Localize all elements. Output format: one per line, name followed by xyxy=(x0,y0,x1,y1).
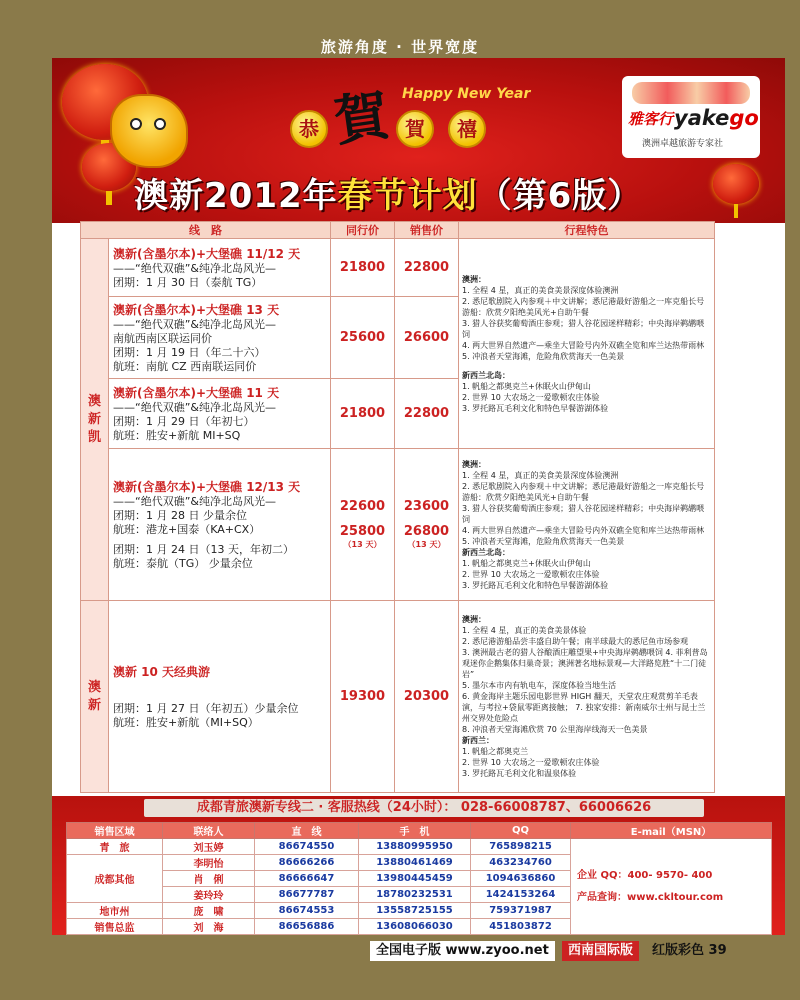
peer-price: 21800 xyxy=(331,379,395,449)
sale-price-cell xyxy=(395,449,459,601)
contact-area: 地市州 xyxy=(67,903,163,919)
feature-line: 6. 黄金海岸主题乐园电影世界 HIGH 翻天，天堂农庄观赏剪羊毛表演，与考拉+袋鼠零距离接触； 7. 独家安排：新南威尔士州与昆士兰州交界处危险点 xyxy=(462,692,706,723)
footer-site[interactable]: 全国电子版 www.zyoo.net xyxy=(370,941,555,961)
contact-info-cell xyxy=(571,839,772,935)
feature-cell xyxy=(459,601,715,793)
header-sale-price: 销售价 xyxy=(395,222,459,239)
sale-price-13day: 26800 xyxy=(403,524,450,539)
new-year-banner xyxy=(52,58,785,223)
route-title: 澳新 10 天经典游 xyxy=(113,664,211,679)
contact-name: 刘玉婷 xyxy=(163,839,255,855)
contact-mobile: 13608066030 xyxy=(359,919,471,935)
feature-line: 1. 全程 4 星，真正的美食美景体验 xyxy=(462,626,587,635)
contacts-header: E-mail（MSN） xyxy=(571,823,772,839)
feature-line: 1. 全程 4 星，真正的美食美景深度体验澳洲 xyxy=(462,470,619,480)
route-line: 团期：1 月 24 日（13 天，年初二） xyxy=(113,542,294,556)
feature-line: 1. 帆船之都奥克兰 xyxy=(462,747,529,756)
contact-phone: 86656886 xyxy=(255,919,359,935)
feature-line: 2. 世界 10 大农场之一爱歌顿农庄体验 xyxy=(462,758,600,767)
feature-line: 澳洲： xyxy=(462,459,486,469)
feature-cell xyxy=(459,239,715,449)
contact-area: 销售总监 xyxy=(67,919,163,935)
route-line: 航班：南航 CZ 西南联运同价 xyxy=(113,359,257,373)
header-features: 行程特色 xyxy=(459,222,715,239)
contact-mobile: 13558725155 xyxy=(359,903,471,919)
contact-mobile: 13980445459 xyxy=(359,871,471,887)
contact-phone: 86674550 xyxy=(255,839,359,855)
page-title xyxy=(134,168,642,217)
contact-mobile: 18780232531 xyxy=(359,887,471,903)
logo-en xyxy=(674,106,759,130)
footer-page: 红版彩色 39 xyxy=(652,943,727,958)
contact-name: 李明怡 xyxy=(163,855,255,871)
feature-line: 新西兰： xyxy=(462,736,494,745)
table-row xyxy=(81,449,715,601)
route-line: ——“绝代双礁”&纯净北岛风光— xyxy=(113,494,276,508)
route-line: 团期：1 月 28 日 少量余位 xyxy=(113,508,247,522)
route-line: 航班：胜安+新航（MI+SQ） xyxy=(113,715,259,729)
feature-line: 1. 帆船之都奥克兰+休眠火山伊甸山 xyxy=(462,558,591,568)
contact-qq: 759371987 xyxy=(471,903,571,919)
peer-price: 25600 xyxy=(331,297,395,379)
contact-phone: 86666266 xyxy=(255,855,359,871)
feature-line: 5. 冲浪者天堂海滩，危险角欣赏海天一色美景 xyxy=(462,536,625,546)
route-cell xyxy=(109,379,331,449)
contacts-header: QQ xyxy=(471,823,571,839)
feature-line: 2. 世界 10 大农场之一爱歌顿农庄体验 xyxy=(462,392,600,402)
page-footer xyxy=(340,941,785,961)
contacts-header: 联络人 xyxy=(163,823,255,839)
route-title: 澳新(含墨尔本)+大堡礁 13 天 xyxy=(113,302,280,317)
feature-line: 5. 冲浪者天堂海滩，危险角欣赏海天一色美景 xyxy=(462,351,625,361)
feature-line: 4. 两大世界自然遗产—乘坐大冒险号内外双礁全览和库兰达热带雨林 xyxy=(462,525,705,535)
sale-price: 23600 xyxy=(403,499,450,514)
region-cell: 澳新 xyxy=(81,601,109,793)
contact-qq: 1094636860 xyxy=(471,871,571,887)
route-line: 航班：泰航（TG） 少量余位 xyxy=(113,556,253,570)
gong-char: 賀 xyxy=(396,110,434,148)
contact-mobile: 13880995950 xyxy=(359,839,471,855)
feature-line: 2. 世界 10 大农场之一爱歌顿农庄体验 xyxy=(462,569,600,579)
greeting-english: Happy New Year xyxy=(402,86,531,102)
contact-name: 肖 俐 xyxy=(163,871,255,887)
sale-price: 22800 xyxy=(395,379,459,449)
table-row xyxy=(81,239,715,297)
region-cell: 澳新凯 xyxy=(81,239,109,601)
contact-qq: 765898215 xyxy=(471,839,571,855)
table-header-row xyxy=(81,222,715,239)
route-cell xyxy=(109,297,331,379)
route-line: 航班：港龙+国泰（KA+CX） xyxy=(113,522,261,536)
contact-phone: 86677787 xyxy=(255,887,359,903)
route-title: 澳新(含墨尔本)+大堡礁 11/12 天 xyxy=(113,246,301,261)
logo-cn: 雅客行 xyxy=(628,110,674,128)
feature-line: 新西兰北岛： xyxy=(462,370,510,380)
title-prefix: 澳新2012年 xyxy=(134,176,338,216)
route-line: ——“绝代双礁”&纯净北岛风光— xyxy=(113,261,276,275)
contact-phone: 86674553 xyxy=(255,903,359,919)
hotline-bar: 成都青旅澳新专线二 · 客服热线（24小时）： 028-66008787、66006626 xyxy=(144,799,704,817)
feature-cell xyxy=(459,449,715,601)
feature-line: 3. 罗托路瓦毛利文化和特色早餐游湖体验 xyxy=(462,403,609,413)
feature-line: 新西兰北岛： xyxy=(462,547,510,557)
feature-line: 3. 猎人谷获奖葡萄酒庄参观；猎人谷花园迷样精彩；中央海岸鹈鹕喂饲 xyxy=(462,318,705,339)
contacts-table xyxy=(66,822,772,935)
contact-name: 刘 海 xyxy=(163,919,255,935)
itinerary-table xyxy=(80,221,715,793)
footer-edition-tag: 西南国际版 xyxy=(562,941,639,961)
sale-price: 26600 xyxy=(395,297,459,379)
route-line: 团期：1 月 27 日（年初五）少量余位 xyxy=(113,701,299,715)
route-cell xyxy=(109,601,331,793)
gong-char: 禧 xyxy=(448,110,486,148)
feature-line: 3. 罗托路瓦毛利文化和特色早餐游湖体验 xyxy=(462,580,609,590)
contacts-header: 手 机 xyxy=(359,823,471,839)
contacts-header: 直 线 xyxy=(255,823,359,839)
feature-line: 2. 悉尼歌剧院入内参观＋中文讲解；悉尼港最好游船之一库克船长号游船：欣赏夕阳绝美风光+自助午餐 xyxy=(462,481,705,502)
logo-en-prefix: yake xyxy=(674,106,730,130)
ad-page xyxy=(52,58,785,935)
route-line: 南航西南区联运同价 xyxy=(113,331,212,345)
route-line: 航班：胜安+新航 MI+SQ xyxy=(113,428,241,442)
route-cell xyxy=(109,449,331,601)
title-highlight: 春节计划 xyxy=(337,176,478,216)
feature-line: 8. 冲浪者天堂海滩欣赏 70 公里海岸线海天一色美景 xyxy=(462,725,648,734)
peer-price-13day: 25800 xyxy=(339,524,386,539)
header-route: 线 路 xyxy=(81,222,331,239)
feature-line: 4. 两大世界自然遗产—乘坐大冒险号内外双礁全览和库兰达热带雨林 xyxy=(462,340,705,350)
contact-name: 庞 啸 xyxy=(163,903,255,919)
product-site[interactable]: 产品查询：www.ckltour.com xyxy=(577,891,724,903)
feature-line: 1. 全程 4 星，真正的美食美景深度体验澳洲 xyxy=(462,285,619,295)
peer-price: 19300 xyxy=(331,601,395,793)
contact-qq: 1424153264 xyxy=(471,887,571,903)
contact-qq: 451803872 xyxy=(471,919,571,935)
contacts-header-row xyxy=(67,823,772,839)
lantern-icon xyxy=(713,164,759,204)
peer-price: 22600 xyxy=(339,499,386,514)
enterprise-qq: 企业 QQ：400- 9570- 400 xyxy=(577,869,713,881)
route-line: 团期：1 月 29 日（年初七） xyxy=(113,414,255,428)
price-note: （13 天） xyxy=(407,540,446,549)
peer-price: 21800 xyxy=(331,239,395,297)
calligraphy-char: 賀 xyxy=(330,82,393,154)
feature-line: 1. 帆船之都奥克兰+休眠火山伊甸山 xyxy=(462,381,591,391)
sale-price: 20300 xyxy=(395,601,459,793)
route-cell xyxy=(109,239,331,297)
contact-row xyxy=(67,839,772,855)
dragon-mascot-icon xyxy=(110,94,188,168)
route-line: ——“绝代双礁”&纯净北岛风光— xyxy=(113,400,276,414)
feature-line: 2. 悉尼歌剧院入内参观＋中文讲解；悉尼港最好游船之一库克船长号游船：欣赏夕阳绝美风光+自助午餐 xyxy=(462,296,705,317)
yakego-logo xyxy=(622,76,760,158)
contact-name: 姜玲玲 xyxy=(163,887,255,903)
feature-line: 2. 悉尼港游船品尝丰盛自助午餐；南半球最大的悉尼鱼市场参观 xyxy=(462,637,689,646)
dragon-eye xyxy=(154,118,166,130)
feature-line: 3. 罗托路瓦毛利文化和温泉体验 xyxy=(462,769,577,778)
dragon-eye xyxy=(130,118,142,130)
table-row xyxy=(81,601,715,793)
header-peer-price: 同行价 xyxy=(331,222,395,239)
peer-price-cell xyxy=(331,449,395,601)
contact-area: 青 旅 xyxy=(67,839,163,855)
logo-en-suffix: go xyxy=(729,106,759,130)
contact-mobile: 13880461469 xyxy=(359,855,471,871)
route-line: 团期：1 月 19 日（年二十六） xyxy=(113,345,266,359)
price-note: （13 天） xyxy=(343,540,382,549)
route-line: 团期：1 月 30 日（泰航 TG） xyxy=(113,275,263,289)
feature-line: 3. 猎人谷获奖葡萄酒庄参观；猎人谷花园迷样精彩；中央海岸鹈鹕喂饲 xyxy=(462,503,705,524)
contact-phone: 86666647 xyxy=(255,871,359,887)
feature-line: 5. 墨尔本市内有轨电车，深度体验当地生活 xyxy=(462,681,617,690)
gong-char: 恭 xyxy=(290,110,328,148)
sale-price: 22800 xyxy=(395,239,459,297)
contacts-header: 销售区域 xyxy=(67,823,163,839)
route-title: 澳新(含墨尔本)+大堡礁 11 天 xyxy=(113,385,280,400)
title-suffix: （第6版） xyxy=(477,176,643,216)
route-title: 澳新(含墨尔本)+大堡礁 12/13 天 xyxy=(113,479,301,494)
top-slogan: 旅游角度 · 世界宽度 xyxy=(320,38,480,56)
contact-qq: 463234760 xyxy=(471,855,571,871)
route-line: ——“绝代双礁”&纯净北岛风光— xyxy=(113,317,276,331)
contact-section xyxy=(52,796,785,935)
contact-area: 成都其他 xyxy=(67,855,163,903)
feature-line: 澳洲： xyxy=(462,274,486,284)
logo-subtitle: 澳洲卓越旅游专家社 xyxy=(642,139,724,149)
feature-line: 3. 澳洲最古老的猎人谷酿酒庄雕望果+中央海岸鹈鹕喂饲 4. 菲利普岛观迷你企鹅集体归巢奇景；澳洲著名地标景观—大洋路览胜“十二门徒岩” xyxy=(462,648,708,679)
family-photo-icon xyxy=(632,82,750,104)
feature-line: 澳洲： xyxy=(462,615,486,624)
